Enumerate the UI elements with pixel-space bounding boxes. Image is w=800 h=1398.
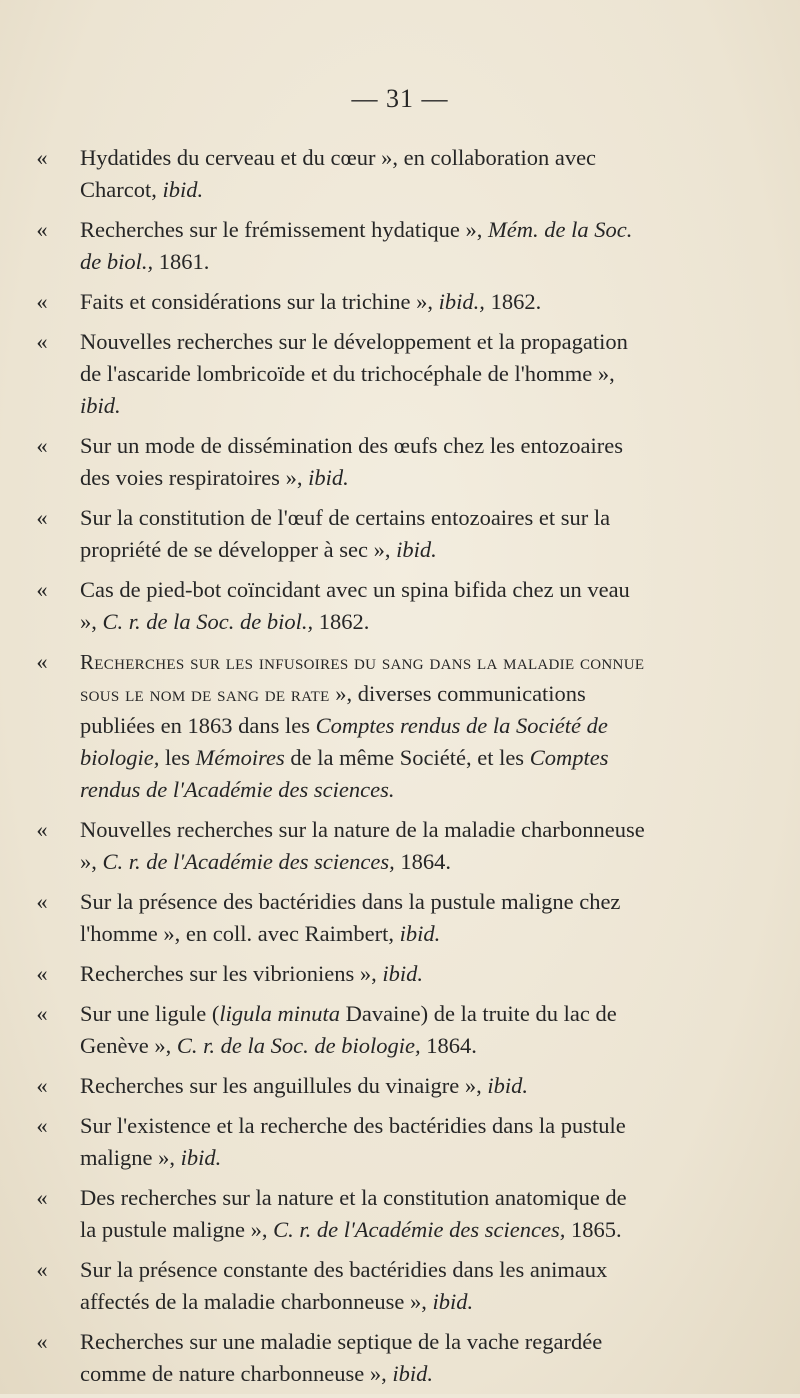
quote-mark: « (36, 1001, 48, 1026)
list-item: « Cas de pied-bot coïncidant avec un spina bifida chez un veau », C. r. de la Soc. de biol., 1862. (30, 574, 648, 638)
quote-mark: « (36, 329, 48, 354)
list-item: « Recherches sur le frémissement hydatique », Mém. de la Soc. de biol., 1861. (30, 214, 648, 278)
quote-mark: « (36, 1329, 48, 1354)
list-item: « Sur une ligule (ligula minuta Davaine) de la truite du lac de Genève », C. r. de la Soc. de biologie, 1864. (30, 998, 648, 1062)
quote-mark: « (36, 1073, 48, 1098)
list-item: « Recherches sur les vibrioniens », ibid. (30, 958, 648, 990)
list-item: « Recherches sur une maladie septique de la vache regardée comme de nature charbonneuse », ibid. (30, 1326, 648, 1390)
quote-mark: « (36, 289, 48, 314)
list-item: « Sur un mode de dissémination des œufs chez les entozoaires des voies respiratoires », ibid. (30, 430, 648, 494)
list-item: « Sur la présence des bactéridies dans la pustule maligne chez l'homme », en coll. avec Raimbert, ibid. (30, 886, 648, 950)
quote-mark: « (36, 961, 48, 986)
list-item: « Recherches sur les anguillules du vinaigre », ibid. (30, 1070, 648, 1102)
quote-mark: « (36, 577, 48, 602)
quote-mark: « (36, 1113, 48, 1138)
list-item: « Sur la constitution de l'œuf de certains entozoaires et sur la propriété de se développer à sec », ibid. (30, 502, 648, 566)
list-item: « Recherches sur les infusoires du sang dans la maladie connue sous le nom de sang de rate », diverses communications publiées en 1863 dans les Comptes rendus de la Société de biologie, les Mémoires de la même Société, et les Comptes rendus de l'Académie des sciences. (30, 646, 648, 806)
page-number: — 31 — (351, 84, 449, 113)
quote-mark: « (36, 1185, 48, 1210)
quote-mark: « (36, 1257, 48, 1282)
list-item: « Sur la présence constante des bactéridies dans les animaux affectés de la maladie charbonneuse », ibid. (30, 1254, 648, 1318)
list-item: « Nouvelles recherches sur la nature de la maladie charbonneuse », C. r. de l'Académie des sciences, 1864. (30, 814, 648, 878)
quote-mark: « (36, 145, 48, 170)
bibliography-list (30, 142, 648, 1398)
quote-mark: « (36, 505, 48, 530)
list-item: « Des recherches sur la nature et la constitution anatomique de la pustule maligne », C. r. de l'Académie des sciences, 1865. (30, 1182, 648, 1246)
quote-mark: « (36, 817, 48, 842)
quote-mark: « (36, 433, 48, 458)
list-item: « Faits et considérations sur la trichine », ibid., 1862. (30, 286, 648, 318)
quote-mark: « (36, 649, 48, 674)
list-item: « Hydatides du cerveau et du cœur », en collaboration avec Charcot, ibid. (30, 142, 648, 206)
list-item: « Nouvelles recherches sur le développement et la propagation de l'ascaride lombricoïde et du trichocéphale de l'homme », ibid. (30, 326, 648, 422)
quote-mark: « (36, 217, 48, 242)
list-item: « Sur l'existence et la recherche des bactéridies dans la pustule maligne », ibid. (30, 1110, 648, 1174)
quote-mark: « (36, 889, 48, 914)
